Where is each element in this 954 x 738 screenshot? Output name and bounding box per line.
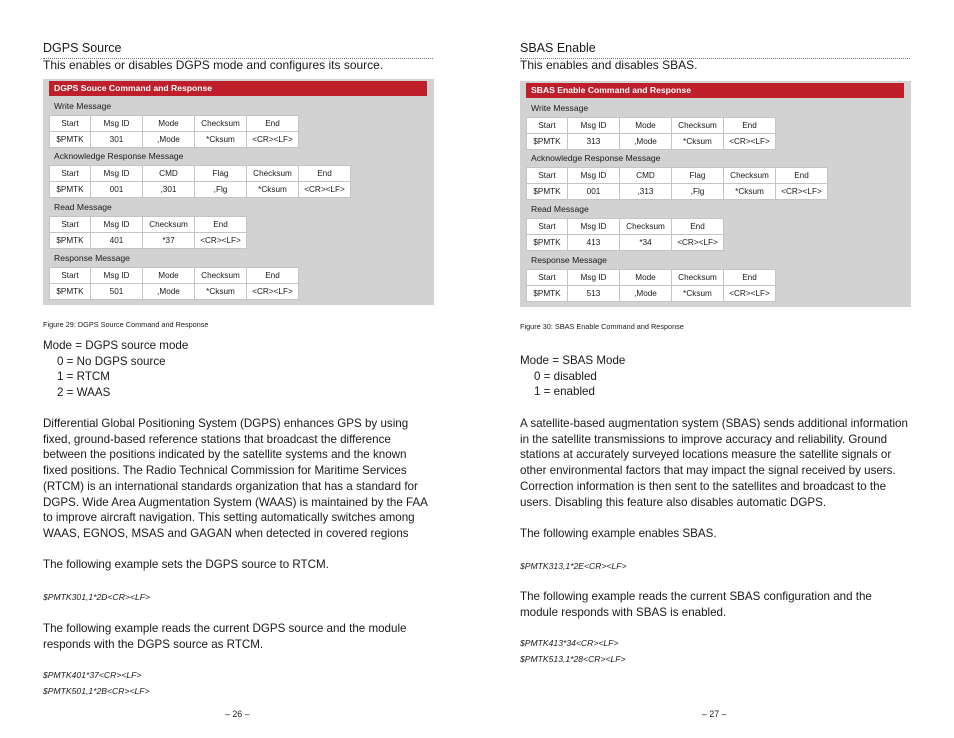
mode-list (43, 338, 433, 401)
read-message-label: Read Message (54, 202, 112, 212)
value-cell: *37 (143, 233, 195, 249)
paragraph-line: in the satellite transmissions to improve accuracy and reliability. Ground (520, 432, 888, 446)
table-row (50, 132, 299, 148)
paragraph-line: The following example reads the current SBAS configuration and the (520, 590, 872, 603)
page-number: – 27 – (702, 709, 727, 719)
table-header-row (527, 118, 776, 134)
header-cell: Mode (143, 116, 195, 132)
paragraph-line: other environmental factors that may impact the signal received by users. (520, 464, 896, 478)
ack-message-table (49, 165, 351, 198)
header-cell: Checksum (143, 217, 195, 233)
example-code: $PMTK313,1*2E<CR><LF> (520, 561, 627, 571)
command-table (520, 81, 911, 307)
paragraph-line: A satellite-based augmentation system (SBAS) sends additional information (520, 417, 908, 430)
code-line: $PMTK413*34<CR><LF> (520, 638, 619, 648)
header-cell: Msg ID (568, 118, 620, 134)
value-cell: *Cksum (724, 184, 776, 200)
example-code (43, 667, 150, 699)
value-cell: ,Flg (195, 182, 247, 198)
figure-caption: Figure 30: SBAS Enable Command and Response (520, 322, 684, 331)
value-cell: ,Mode (143, 132, 195, 148)
header-cell: End (776, 168, 828, 184)
table-title: SBAS Enable Command and Response (526, 83, 904, 98)
value-cell: ,313 (620, 184, 672, 200)
header-cell: End (299, 166, 351, 182)
header-cell: Mode (620, 270, 672, 286)
paragraph-line: DGPS. Wide Area Augmentation System (WAAS) is maintained by the FAA (43, 495, 428, 509)
ack-message-label: Acknowledge Response Message (531, 153, 661, 163)
response-message-label: Response Message (531, 255, 607, 265)
response-message-table (526, 269, 776, 302)
value-cell: $PMTK (527, 184, 568, 200)
table-row (50, 182, 351, 198)
table-row (527, 134, 776, 150)
value-cell: <CR><LF> (672, 235, 724, 251)
header-cell: Start (527, 219, 568, 235)
code-line: $PMTK501,1*2B<CR><LF> (43, 686, 150, 696)
write-message-label: Write Message (54, 101, 112, 111)
section-subtitle: This enables and disables SBAS. (520, 58, 698, 72)
value-cell: 313 (568, 134, 620, 150)
value-cell: ,301 (143, 182, 195, 198)
ack-message-table (526, 167, 828, 200)
value-cell: *34 (620, 235, 672, 251)
mode-line: 1 = enabled (534, 385, 595, 399)
table-header-row (50, 116, 299, 132)
table-row (50, 233, 247, 249)
value-cell: ,Mode (620, 286, 672, 302)
header-cell: Start (50, 166, 91, 182)
header-cell: End (195, 217, 247, 233)
header-cell: Start (50, 116, 91, 132)
paragraph-line: WAAS, EGNOS, MSAS and GAGAN when detected in covered regions (43, 526, 409, 540)
header-cell: Checksum (247, 166, 299, 182)
mode-list (520, 353, 910, 400)
table-header-row (527, 168, 828, 184)
header-cell: End (247, 116, 299, 132)
header-cell: Msg ID (568, 168, 620, 184)
write-message-table (49, 115, 299, 148)
header-cell: CMD (143, 166, 195, 182)
table-row (527, 235, 724, 251)
table-header-row (527, 219, 724, 235)
example-text (520, 589, 910, 620)
value-cell: <CR><LF> (195, 233, 247, 249)
header-cell: Start (527, 270, 568, 286)
header-cell: Mode (143, 268, 195, 284)
table-header-row (527, 270, 776, 286)
header-cell: End (724, 118, 776, 134)
value-cell: 413 (568, 235, 620, 251)
paragraph-line: (RTCM) is an international standards organization that has a standard for (43, 479, 418, 493)
section-subtitle: This enables or disables DGPS mode and configures its source. (43, 58, 384, 72)
header-cell: Msg ID (91, 116, 143, 132)
response-message-table (49, 267, 299, 300)
value-cell: $PMTK (50, 233, 91, 249)
table-row (50, 284, 299, 300)
header-cell: Msg ID (568, 219, 620, 235)
read-message-table (526, 218, 724, 251)
value-cell: *Cksum (195, 284, 247, 300)
value-cell: 501 (91, 284, 143, 300)
paragraph-line: to improve aircraft navigation. This setting automatically switches among (43, 511, 415, 525)
value-cell: $PMTK (50, 182, 91, 198)
code-line: $PMTK401*37<CR><LF> (43, 670, 142, 680)
mode-line: Mode = DGPS source mode (43, 339, 189, 352)
header-cell: Msg ID (91, 166, 143, 182)
paragraph-line: between the positions indicated by the satellite systems and the known (43, 448, 407, 462)
paragraph-line: Differential Global Positioning System (DGPS) enhances GPS by using (43, 417, 409, 430)
header-cell: Checksum (672, 118, 724, 134)
header-cell: Flag (195, 166, 247, 182)
table-title: DGPS Souce Command and Response (49, 81, 427, 96)
value-cell: 001 (568, 184, 620, 200)
table-header-row (50, 217, 247, 233)
example-text: The following example enables SBAS. (520, 527, 717, 540)
value-cell: 401 (91, 233, 143, 249)
read-message-label: Read Message (531, 204, 589, 214)
table-header-row (50, 166, 351, 182)
header-cell: Msg ID (568, 270, 620, 286)
mode-line: 0 = No DGPS source (57, 354, 166, 368)
paragraph-line: stations at accurately surveyed locations measure the satellite signals or (520, 448, 892, 462)
header-cell: Start (527, 168, 568, 184)
value-cell: $PMTK (50, 284, 91, 300)
value-cell: $PMTK (527, 235, 568, 251)
response-message-label: Response Message (54, 253, 130, 263)
header-cell: Flag (672, 168, 724, 184)
header-cell: End (672, 219, 724, 235)
header-cell: CMD (620, 168, 672, 184)
paragraph-line: module responds with SBAS is enabled. (520, 605, 727, 619)
value-cell: ,Mode (620, 134, 672, 150)
value-cell: <CR><LF> (247, 284, 299, 300)
example-code (520, 635, 626, 667)
figure-caption: Figure 29: DGPS Source Command and Response (43, 320, 209, 329)
header-cell: Msg ID (91, 268, 143, 284)
paragraph-line: users. Disabling this feature also disables automatic DGPS. (520, 495, 827, 509)
header-cell: Checksum (672, 270, 724, 286)
value-cell: $PMTK (527, 286, 568, 302)
value-cell: ,Mode (143, 284, 195, 300)
example-code: $PMTK301,1*2D<CR><LF> (43, 592, 151, 602)
paragraph-line: Correction information is then sent to the satellites and broadcast to the (520, 479, 887, 493)
value-cell: 301 (91, 132, 143, 148)
value-cell: <CR><LF> (247, 132, 299, 148)
header-cell: End (724, 270, 776, 286)
paragraph-line: responds with the DGPS source as RTCM. (43, 637, 264, 651)
example-text (43, 621, 433, 652)
header-cell: End (247, 268, 299, 284)
value-cell: $PMTK (527, 134, 568, 150)
ack-message-label: Acknowledge Response Message (54, 151, 184, 161)
header-cell: Checksum (195, 268, 247, 284)
value-cell: $PMTK (50, 132, 91, 148)
example-text: The following example sets the DGPS source to RTCM. (43, 558, 329, 571)
value-cell: 513 (568, 286, 620, 302)
write-message-label: Write Message (531, 103, 589, 113)
header-cell: Checksum (724, 168, 776, 184)
table-row (527, 286, 776, 302)
header-cell: Start (527, 118, 568, 134)
header-cell: Checksum (195, 116, 247, 132)
paragraph-line: The following example reads the current DGPS source and the module (43, 622, 407, 635)
mode-line: Mode = SBAS Mode (520, 354, 626, 367)
mode-line: 2 = WAAS (57, 386, 111, 400)
command-table (43, 79, 434, 305)
description-paragraph (43, 416, 433, 542)
code-line: $PMTK513,1*28<CR><LF> (520, 654, 626, 664)
description-paragraph (520, 416, 910, 510)
value-cell: 001 (91, 182, 143, 198)
value-cell: *Cksum (195, 132, 247, 148)
section-title: DGPS Source (43, 41, 433, 59)
value-cell: *Cksum (672, 134, 724, 150)
value-cell: <CR><LF> (299, 182, 351, 198)
page-number: – 26 – (225, 709, 250, 719)
value-cell: *Cksum (672, 286, 724, 302)
paragraph-line: fixed positions. The Radio Technical Commission for Maritime Services (43, 464, 407, 478)
header-cell: Mode (620, 118, 672, 134)
mode-line: 1 = RTCM (57, 370, 110, 384)
write-message-table (526, 117, 776, 150)
value-cell: <CR><LF> (724, 286, 776, 302)
header-cell: Checksum (620, 219, 672, 235)
value-cell: <CR><LF> (776, 184, 828, 200)
value-cell: ,Flg (672, 184, 724, 200)
table-row (527, 184, 828, 200)
header-cell: Start (50, 268, 91, 284)
mode-line: 0 = disabled (534, 369, 597, 383)
section-title: SBAS Enable (520, 41, 910, 59)
value-cell: <CR><LF> (724, 134, 776, 150)
paragraph-line: fixed, ground-based reference stations that broadcast the difference (43, 432, 391, 446)
read-message-table (49, 216, 247, 249)
value-cell: *Cksum (247, 182, 299, 198)
header-cell: Msg ID (91, 217, 143, 233)
header-cell: Start (50, 217, 91, 233)
table-header-row (50, 268, 299, 284)
